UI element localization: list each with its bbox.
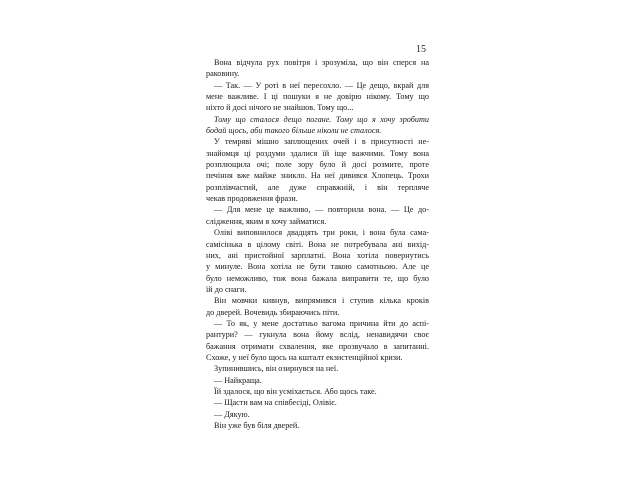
text-line: слідження, яким я хочу займатися. xyxy=(206,216,327,226)
text-line: було неможливо, тож вона бажала виправити те, що було xyxy=(206,273,429,283)
text-line: — Щасти вам на співбесіді, Олівіє. xyxy=(214,398,337,408)
text-line: — Так. — У роті в неї пересохло. — Це дещо, вкрай для xyxy=(214,80,429,90)
text-line: самісінька в цілому світі. Вона не потребувала ані вихід- xyxy=(206,239,429,249)
text-line: Тому що сталося дещо погане. Тому що я хочу зробити xyxy=(214,114,429,124)
text-line: них, ані пристойної зарплатні. Вона хотіла повернутись xyxy=(206,250,429,260)
text-line: У темряві мішно заплющених очей і в присутності не- xyxy=(214,137,429,147)
text-line: розплівчастий, але дуже справжній, і він терпляче xyxy=(206,182,429,192)
text-line: — Для мене це важливо, — повторила вона. — Це до- xyxy=(214,205,429,215)
text-line: Схоже, у неї було щось на кшталт екзистенційної кризи. xyxy=(206,352,403,362)
text-line: Їй здалося, що він усміхається. Або щось таке. xyxy=(214,386,377,396)
text-line: у минуле. Вона хотіла не бути такою самотньою. Але це xyxy=(206,262,429,272)
text-line: рантури? — гукнула вона йому вслід, ненавидячи своє xyxy=(206,330,429,340)
text-line: Він мовчки кивнув, випрямився і ступив кілька кроків xyxy=(214,296,429,306)
text-line: — Найкраща. xyxy=(214,375,262,385)
text-line: — Дякую. xyxy=(214,409,250,419)
text-line: бодай щось, аби такого більше ніколи не сталося. xyxy=(206,126,382,136)
text-line: Він уже був біля дверей. xyxy=(214,421,300,430)
text-line: мене важливе. І ці пошуки я не довірю нікому. Тому що xyxy=(206,92,429,102)
text-line: Вона відчула рух повітря і зрозуміла, що він сперся на xyxy=(214,58,429,67)
text-line: Оліві виповнилося двадцять три роки, і вона була сама- xyxy=(214,228,429,238)
text-line: розплющила очі; поле зору було й досі розмите, проте xyxy=(206,160,429,170)
text-line: — То як, у мене достатньо вагома причина йти до аспі- xyxy=(214,318,429,328)
text-line: Зупинившись, він озирнувся на неї. xyxy=(214,364,339,374)
text-line: бажання отримати схвалення, яке прозвучало в запитанні. xyxy=(206,341,429,351)
text-line: знайомця ці роздуми здалися їй іще важчими. Тому вона xyxy=(206,148,429,158)
text-line: ніхто й досі нічого не знайшов. Тому що... xyxy=(206,103,354,113)
text-line: чекав продовження фрази. xyxy=(206,194,298,204)
page-number: 15 xyxy=(416,44,426,55)
text-line: раковину. xyxy=(206,69,240,79)
text-line: їй до снаги. xyxy=(206,284,247,294)
page-body-text xyxy=(206,57,429,431)
text-line: печіння вже майже зникло. На неї дивився Хлопець. Трохи xyxy=(206,171,429,181)
text-line: до дверей. Вочевидь збираючись піти. xyxy=(206,307,340,317)
